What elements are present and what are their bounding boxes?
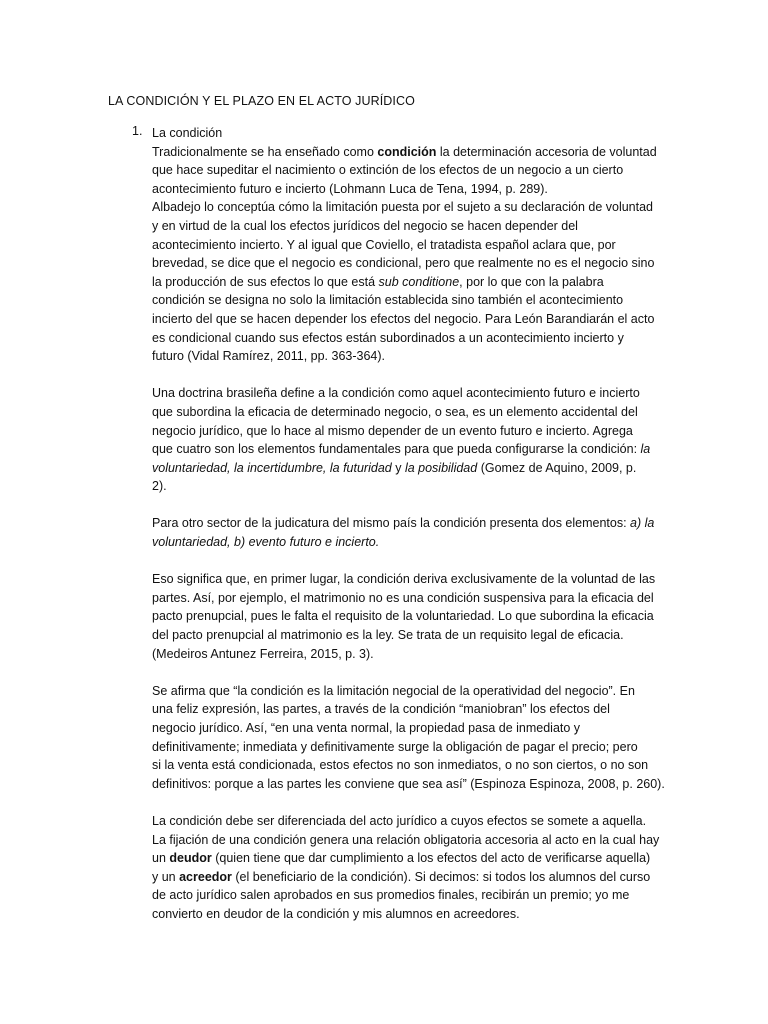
italic-text: la <box>640 442 651 457</box>
paragraph <box>152 682 672 794</box>
text-run: acontecimiento futuro e incierto (Lohmann Luca de Tena, 1994, p. 289). <box>152 181 548 196</box>
paragraph <box>152 514 672 551</box>
text-run: si la venta está condicionada, estos efectos no son inmediatos, o no son ciertos, o no son <box>152 758 649 773</box>
italic-text: a) la <box>630 516 655 531</box>
section-content <box>152 124 672 924</box>
text-line <box>152 180 672 199</box>
text-line <box>152 161 672 180</box>
text-line <box>152 514 672 533</box>
paragraph <box>152 143 672 366</box>
text-run: Albadejo lo conceptúa cómo la limitación puesta por el sujeto a su declaración de voluntad <box>152 200 654 215</box>
text-run: que hace supeditar el nacimiento o extinción de los efectos de un negocio a un cierto <box>152 163 624 178</box>
text-run: la determinación accesoria de voluntad <box>436 144 657 159</box>
text-run: definitivos: porque a las partes les conviene que sea así” (Espinoza Espinoza, 2008, p. 260). <box>152 776 665 791</box>
text-run: un <box>152 851 170 866</box>
text-run: y un <box>152 869 180 884</box>
text-run: es condicional cuando sus efectos están subordinados a un acontecimiento incierto y <box>152 330 624 345</box>
text-run: una feliz expresión, las partes, a través de la condición “maniobran” los efectos del <box>152 702 610 717</box>
paragraph <box>152 812 672 924</box>
text-line <box>152 831 672 850</box>
text-line <box>152 477 672 496</box>
text-line <box>152 217 672 236</box>
text-line <box>152 570 672 589</box>
text-run: y <box>391 460 405 475</box>
text-run: Se afirma que “la condición es la limitación negocial de la operatividad del negocio”. En <box>152 683 635 698</box>
paragraph <box>152 384 672 496</box>
bold-text: deudor <box>169 851 212 866</box>
text-run: condición se designa no solo la limitación establecida sino también el acontecimiento <box>152 293 624 308</box>
text-run: 2). <box>152 479 167 494</box>
text-line <box>152 886 672 905</box>
text-line <box>152 273 672 292</box>
text-line <box>152 422 672 441</box>
text-run: partes. Así, por ejemplo, el matrimonio no es una condición suspensiva para la eficacia del <box>152 590 654 605</box>
text-line <box>152 589 672 608</box>
bold-text: acreedor <box>179 869 232 884</box>
paragraph-spacer <box>152 552 672 571</box>
text-run: acontecimiento incierto. Y al igual que Coviello, el tratadista español aclara que, por <box>152 237 616 252</box>
text-line <box>152 198 672 217</box>
text-run: incierto del que se hacen depender los efectos del negocio. Para León Barandiarán el acto <box>152 311 655 326</box>
text-line <box>152 143 672 162</box>
section-heading: La condición <box>152 126 223 140</box>
text-run: (el beneficiario de la condición). Si decimos: si todos los alumnos del curso <box>231 869 651 884</box>
text-line <box>152 849 672 868</box>
paragraph-spacer <box>152 496 672 515</box>
text-line <box>152 347 672 366</box>
text-line <box>152 775 672 794</box>
text-run: brevedad, se dice que el negocio es condicional, pero que realmente no es el negocio sino <box>152 256 655 271</box>
text-run: Para otro sector de la judicatura del mismo país la condición presenta dos elementos: <box>152 516 631 531</box>
text-run: Eso significa que, en primer lugar, la condición deriva exclusivamente de la voluntad de las <box>152 572 656 587</box>
text-run: , por lo que con la palabra <box>459 274 604 289</box>
text-line <box>152 607 672 626</box>
text-line <box>152 756 672 775</box>
paragraphs-container <box>152 143 672 924</box>
text-line <box>152 905 672 924</box>
text-run: la producción de sus efectos lo que está <box>152 274 379 289</box>
section-number: 1. <box>132 124 143 138</box>
text-run: (quien tiene que dar cumplimiento a los efectos del acto de verificarse aquella) <box>211 851 651 866</box>
text-line <box>152 719 672 738</box>
text-line <box>152 533 672 552</box>
text-line <box>152 645 672 664</box>
paragraph-spacer <box>152 793 672 812</box>
text-run: de acto jurídico salen aprobados en sus promedios finales, recibirán un premio; yo me <box>152 888 630 903</box>
paragraph-spacer <box>152 366 672 385</box>
text-run: que subordina la eficacia de determinado negocio, o sea, es un elemento accidental del <box>152 404 638 419</box>
text-line <box>152 254 672 273</box>
text-run: definitivamente; inmediata y definitivamente surge la obligación de pagar el precio; pero <box>152 739 638 754</box>
paragraph <box>152 570 672 663</box>
text-run: La condición debe ser diferenciada del acto jurídico a cuyos efectos se somete a aquella. <box>152 813 647 828</box>
text-run: (Gomez de Aquino, 2009, p. <box>477 460 637 475</box>
text-line <box>152 868 672 887</box>
text-run: (Medeiros Antunez Ferreira, 2015, p. 3). <box>152 646 374 661</box>
text-line <box>152 700 672 719</box>
text-line <box>152 310 672 329</box>
text-line <box>152 812 672 831</box>
italic-text: la posibilidad <box>404 460 478 475</box>
text-run: La fijación de una condición genera una relación obligatoria accesoria al acto en la cual hay <box>152 832 660 847</box>
paragraph-spacer <box>152 663 672 682</box>
text-run: y en virtud de la cual los efectos jurídicos del negocio se hacen depender del <box>152 218 578 233</box>
document-title: LA CONDICIÓN Y EL PLAZO EN EL ACTO JURÍDICO <box>108 94 415 108</box>
text-line <box>152 291 672 310</box>
italic-text: voluntariedad, b) evento futuro e incierto. <box>152 535 380 550</box>
text-run: del pacto prenupcial al matrimonio es la ley. Se trata de un requisito legal de eficacia. <box>152 628 624 643</box>
text-line <box>152 236 672 255</box>
bold-text: condición <box>377 144 437 159</box>
italic-text: sub conditione <box>378 274 460 289</box>
text-run: que cuatro son los elementos fundamentales para que pueda configurarse la condición: <box>152 442 641 457</box>
italic-text: voluntariedad, la incertidumbre, la futuridad <box>152 460 392 475</box>
text-run: futuro (Vidal Ramírez, 2011, pp. 363-364). <box>152 349 386 364</box>
text-line <box>152 682 672 701</box>
text-line <box>152 403 672 422</box>
text-line <box>152 440 672 459</box>
text-run: Una doctrina brasileña define a la condición como aquel acontecimiento futuro e incierto <box>152 386 640 401</box>
text-run: Tradicionalmente se ha enseñado como <box>152 144 378 159</box>
text-run: pacto prenupcial, pues le falta el requisito de la voluntariedad. Lo que subordina la eficacia <box>152 609 654 624</box>
text-run: negocio jurídico. Así, “en una venta normal, la propiedad pasa de inmediato y <box>152 721 581 735</box>
text-line <box>152 329 672 348</box>
text-line <box>152 626 672 645</box>
text-line <box>152 738 672 757</box>
text-run: negocio jurídico, que lo hace al mismo depender de un evento futuro e incierto. Agrega <box>152 423 633 438</box>
text-line <box>152 459 672 478</box>
text-run: convierto en deudor de la condición y mis alumnos en acreedores. <box>152 906 520 921</box>
text-line <box>152 384 672 403</box>
